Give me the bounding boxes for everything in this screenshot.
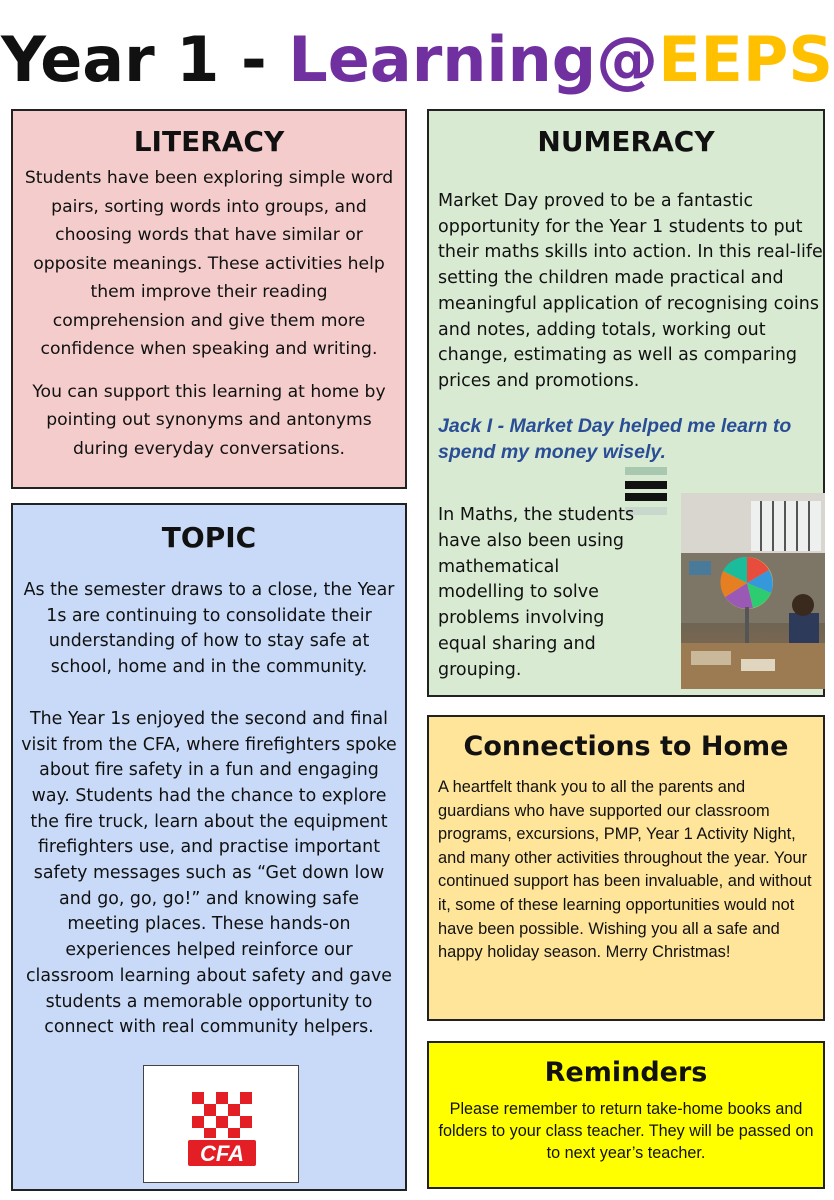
topic-paragraph-2: The Year 1s enjoyed the second and final visit from the CFA, where firefighters spoke about fire safety in a fun and engaging way. Students had the chance to explore the fire truck, learn about the equipment firefighters use, and practise important safety messages such as “Get down low and go, go, go!” and knowing safe meeting places. These hands-on experiences helped reinforce our classroom learning about safety and gave students a memorable opportunity to connect with real community helpers. (21, 708, 397, 1038)
student-quote: Jack I - Market Day helped me learn to spend my money wisely. (438, 415, 792, 463)
connections-body: A heartfelt thank you to all the parents and guardians who have supported our classroom programs, excursions, PMP, Year 1 Activity Night, and many other activities throughout the year. Your continued support has been invaluable, and without it, some of these learning opportunities would not have been possible. Wishing you all a safe and happy holiday season. Merry Christmas! (438, 778, 812, 962)
literacy-paragraph-2: You can support this learning at home by pointing out synonyms and antonyms during everyday conversations. (32, 381, 386, 459)
cfa-logo (143, 1065, 299, 1183)
title-learning: Learning@ (288, 23, 659, 96)
cfa-logo-text: CFA (200, 1141, 244, 1166)
page-title (0, 22, 834, 98)
market-day-photo (681, 493, 825, 689)
literacy-paragraph-1: Students have been exploring simple word pairs, sorting words into groups, and choosing words that have similar or opposite meanings. These activities help them improve their reading comprehension and give them more confidence when speaking and writing. (24, 168, 394, 359)
numeracy-paragraph-1: Market Day proved to be a fantastic opportunity for the Year 1 students to put their maths skills into action. In this real-life setting the children made practical and meaningful application of recognising coins and notes, adding totals, working out change, estimating as well as comparing prices and promotions. (438, 191, 823, 391)
numeracy-panel (427, 109, 825, 697)
reminders-body: Please remember to return take-home books and folders to your class teacher. They will be passed on to next year’s teacher. (438, 1100, 814, 1162)
title-year: Year 1 - (1, 23, 289, 96)
connections-panel (427, 715, 825, 1021)
connections-heading: Connections to Home (463, 731, 789, 762)
cfa-logo-icon (144, 1066, 300, 1184)
topic-paragraph-1: As the semester draws to a close, the Year 1s are continuing to consolidate their understanding of how to stay safe at school, home and in the community. (23, 580, 395, 678)
title-eeps: EEPS (658, 23, 833, 96)
reminders-panel (427, 1041, 825, 1189)
numeracy-paragraph-2: In Maths, the students have also been using mathematical modelling to solve problems involving equal sharing and grouping. (438, 505, 635, 680)
topic-heading: TOPIC (161, 521, 257, 554)
numeracy-heading: NUMERACY (537, 125, 715, 158)
literacy-heading: LITERACY (133, 125, 285, 158)
literacy-panel (11, 109, 407, 489)
reminders-heading: Reminders (544, 1057, 708, 1088)
topic-panel (11, 503, 407, 1191)
